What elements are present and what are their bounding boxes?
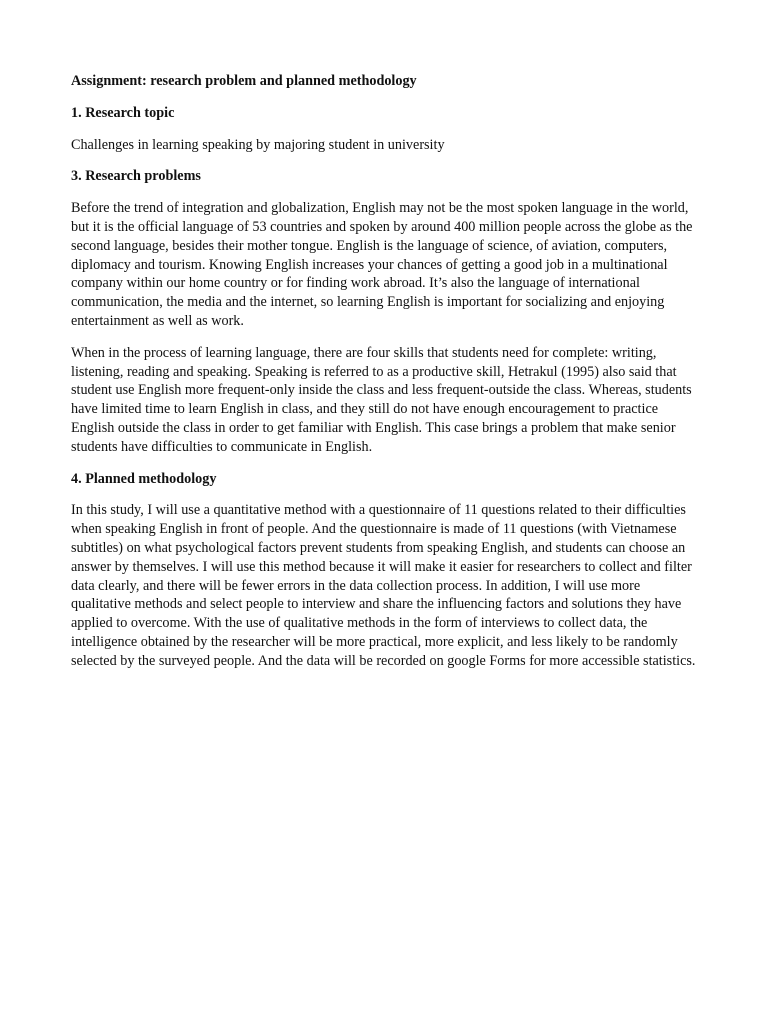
document-title: Assignment: research problem and planned methodology (71, 73, 417, 89)
section-heading-research-problems: 3. Research problems (71, 168, 201, 185)
document-body (71, 72, 697, 684)
research-problems-paragraph-1: Before the trend of integration and globalization, English may not be the most spoken language in the world, but it is the official language of 53 countries and spoken by around 400 million people across the globe as the second language, besides their mother tongue. English is the language of science, of aviation, computers, diplomacy and tourism. Knowing English increases your chances of getting a good job in a multinational company within our home country or for finding work abroad. It’s also the language of international communication, the media and the internet, so learning English is important for socializing and enjoying entertainment as well as work. (71, 200, 693, 329)
planned-methodology-paragraph: In this study, I will use a quantitative method with a questionnaire of 11 questions related to their difficulties when speaking English in front of people. And the questionnaire is made of 11 questions (with Vietnamese subtitles) on what psychological factors prevent students from speaking English, and students can choose an answer by themselves. I will use this method because it will make it easier for researchers to collect and filter data clearly, and there will be fewer errors in the data collection process. In addition, I will use more qualitative methods and select people to interview and share the influencing factors and solutions they have applied to overcome. With the use of qualitative methods in the form of interviews to collect data, the intelligence obtained by the researcher will be more practical, more explicit, and less likely to be randomly selected by the surveyed people. And the data will be recorded on google Forms for more accessible statistics. (71, 502, 696, 669)
section-heading-planned-methodology: 4. Planned methodology (71, 470, 217, 487)
section-heading-research-topic: 1. Research topic (71, 104, 175, 121)
research-problems-paragraph-2: When in the process of learning language, there are four skills that students need for complete: writing, listening, reading and speaking. Speaking is referred to as a productive skill, Hetrakul (1995) also said that student use English more frequent-only inside the class and less frequent-outside the class. Whereas, students have limited time to learn English in class, and they still do not have enough encouragement to practice English outside the class in order to get familiar with English. This case brings a problem that make senior students have difficulties to communicate in English. (71, 344, 692, 455)
research-topic-text: Challenges in learning speaking by majoring student in university (71, 136, 445, 153)
